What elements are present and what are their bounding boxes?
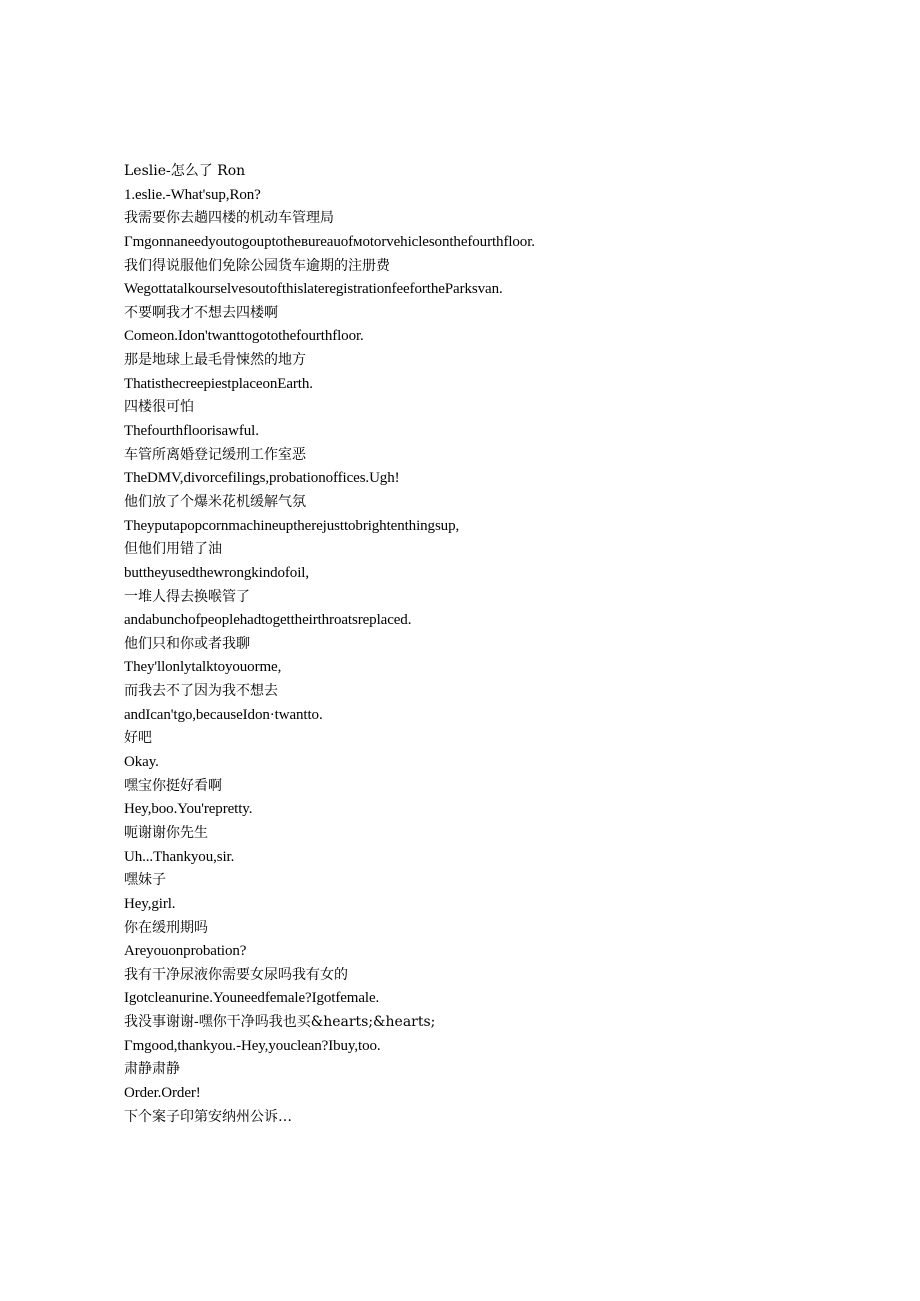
chinese-line: 我们得说服他们免除公园货车逾期的注册费 <box>124 257 390 274</box>
english-line: 1.eslie.-What'sup,Ron? <box>124 186 261 203</box>
english-line: buttheyusedthewrongkindofoil, <box>124 564 309 581</box>
chinese-line: 我没事谢谢-嘿你干净吗我也买&hearts;&hearts; <box>124 1014 436 1031</box>
english-line: Igotcleanurine.Youneedfemale?Igotfemale. <box>124 990 380 1007</box>
english-line: Thefourthfloorisawful. <box>124 423 259 440</box>
english-line: Okay. <box>124 754 159 771</box>
english-line: Hey,boo.You'repretty. <box>124 801 253 818</box>
chinese-line: 车管所离婚登记缓刑工作室恶 <box>124 446 306 463</box>
english-line: TheDMV,divorcefilings,probationoffices.Ugh! <box>124 470 400 487</box>
chinese-line: 嘿妹子 <box>124 872 166 889</box>
chinese-line: 那是地球上最毛骨悚然的地方 <box>124 352 306 369</box>
english-line: Γmgood,thankyou.-Hey,youclean?Ibuy,too. <box>124 1037 381 1054</box>
english-line: Γmgonnaneedyoutogouptotheвureauofмotorvehiclesonthefourthfloor. <box>124 233 535 250</box>
chinese-line: 下个案子印第安纳州公诉… <box>124 1108 292 1125</box>
english-line: ThatisthecreepiestplaceonEarth. <box>124 375 313 392</box>
english-line: Theyputapopcornmachineuptherejusttobrightenthingsup, <box>124 517 460 534</box>
chinese-line: 一堆人得去换喉管了 <box>124 588 250 605</box>
chinese-line: 我需要你去趟四楼的机动车管理局 <box>124 210 334 227</box>
chinese-line: 肃静肃静 <box>124 1061 180 1078</box>
chinese-line: 好吧 <box>124 730 152 747</box>
chinese-line: Leslie-怎么了 Ron <box>124 163 246 179</box>
chinese-line: 而我去不了因为我不想去 <box>124 683 278 700</box>
chinese-line: 你在缓刑期吗 <box>124 919 208 936</box>
english-line: Comeon.Idon'twanttogotothefourthfloor. <box>124 328 364 345</box>
chinese-line: 但他们用错了油 <box>124 541 222 558</box>
chinese-line: 他们只和你或者我聊 <box>124 635 250 652</box>
chinese-line: 我有干净尿液你需要女尿吗我有女的 <box>124 966 348 983</box>
chinese-line: 不要啊我才不想去四楼啊 <box>124 304 278 321</box>
english-line: WegottatalkourselvesoutofthislateregistrationfeefortheParksvan. <box>124 281 503 298</box>
english-line: Uh...Thankyou,sir. <box>124 848 235 865</box>
chinese-line: 四楼很可怕 <box>124 399 194 416</box>
english-line: Hey,girl. <box>124 895 176 912</box>
chinese-line: 嘿宝你挺好看啊 <box>124 777 222 794</box>
english-line: They'llonlytalktoyouorme, <box>124 659 282 676</box>
english-line: Areyouonprobation? <box>124 943 247 960</box>
chinese-line: 呃谢谢你先生 <box>124 824 208 841</box>
chinese-line: 他们放了个爆米花机缓解气氛 <box>124 493 306 510</box>
subtitle-transcript <box>124 160 884 1129</box>
english-line: Order.Order! <box>124 1084 201 1101</box>
english-line: andIcan'tgo,becauseIdon·twantto. <box>124 706 323 723</box>
english-line: andabunchofpeoplehadtogettheirthroatsreplaced. <box>124 612 412 629</box>
